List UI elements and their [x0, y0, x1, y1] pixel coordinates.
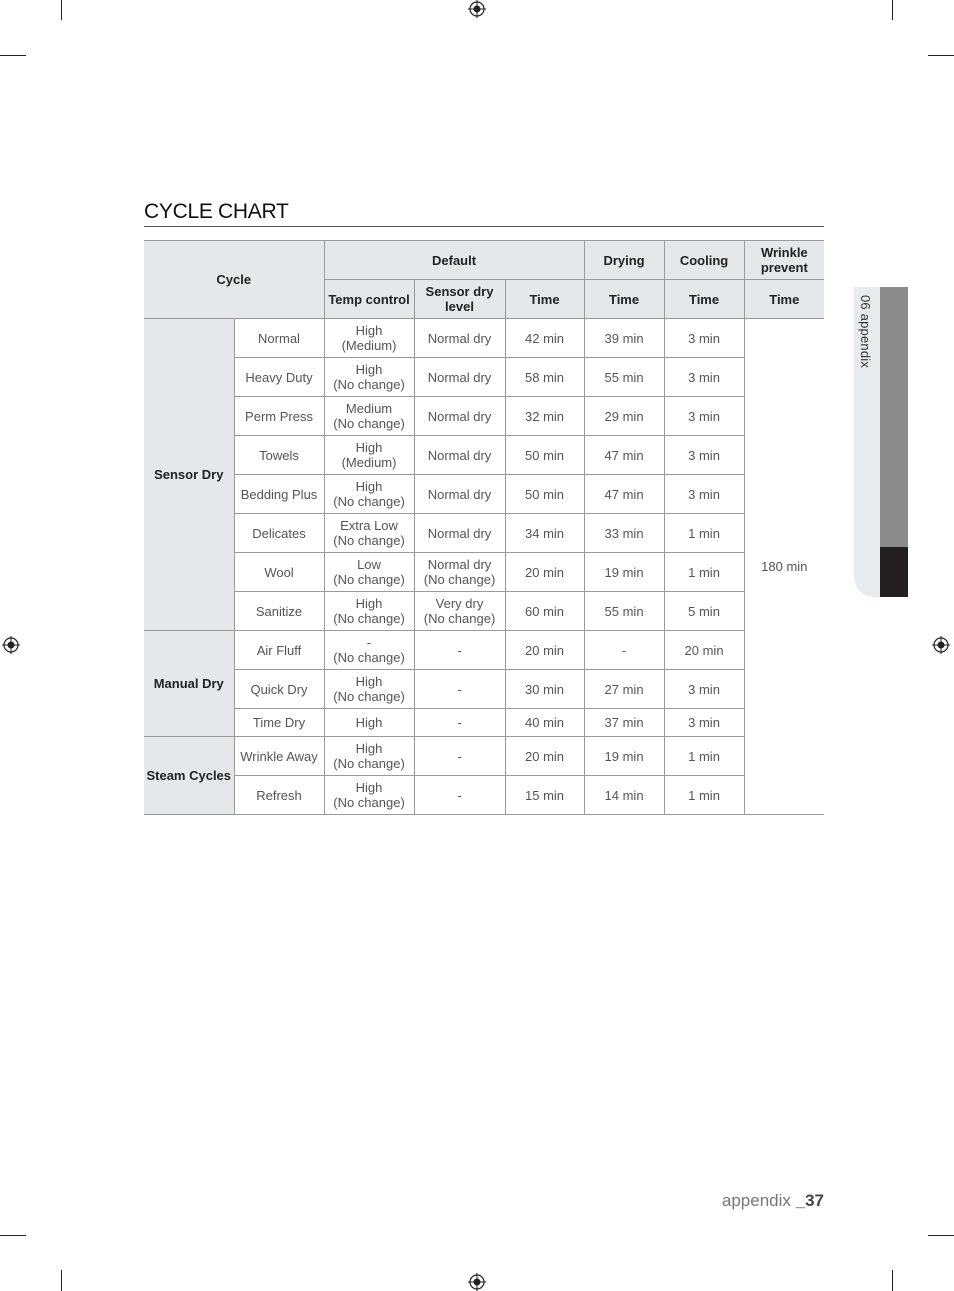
cell-wrinkle-prevent-time: 180 min: [744, 319, 824, 815]
cell-time: 58 min: [505, 358, 584, 397]
table-row: [144, 358, 824, 397]
cell-drying-time: 39 min: [584, 319, 664, 358]
cell-time: 40 min: [505, 709, 584, 737]
table-row: [144, 670, 824, 709]
cell-sensor-dry-level: -: [414, 631, 505, 670]
cell-temp-control: High (No change): [324, 592, 414, 631]
table-row: [144, 709, 824, 737]
cell-temp-control: - (No change): [324, 631, 414, 670]
cell-cycle: Normal: [234, 319, 324, 358]
cell-time: 20 min: [505, 737, 584, 776]
table-row: [144, 553, 824, 592]
cell-drying-time: 37 min: [584, 709, 664, 737]
cell-drying-time: 14 min: [584, 776, 664, 815]
section-tab-label: 06 appendix: [858, 295, 873, 369]
cell-temp-control: Low (No change): [324, 553, 414, 592]
cell-cycle: Wool: [234, 553, 324, 592]
table-row: [144, 737, 824, 776]
header-drying: Drying: [584, 241, 664, 280]
cell-temp-control: Extra Low (No change): [324, 514, 414, 553]
cell-cooling-time: 3 min: [664, 397, 744, 436]
header-time-default: Time: [505, 280, 584, 319]
header-cooling: Cooling: [664, 241, 744, 280]
cell-cycle: Time Dry: [234, 709, 324, 737]
header-default: Default: [324, 241, 584, 280]
section-tab: [854, 287, 908, 597]
page-footer: [722, 1191, 824, 1211]
crop-mark: [892, 1270, 893, 1291]
cell-cycle: Refresh: [234, 776, 324, 815]
cell-cooling-time: 3 min: [664, 319, 744, 358]
cell-sensor-dry-level: Normal dry: [414, 514, 505, 553]
header-time-cooling: Time: [664, 280, 744, 319]
cell-cycle: Bedding Plus: [234, 475, 324, 514]
cell-temp-control: Medium (No change): [324, 397, 414, 436]
cell-temp-control: High (No change): [324, 670, 414, 709]
cell-time: 42 min: [505, 319, 584, 358]
cell-temp-control: High (No change): [324, 737, 414, 776]
header-time-wrinkle: Time: [744, 280, 824, 319]
cell-time: 50 min: [505, 436, 584, 475]
cell-time: 34 min: [505, 514, 584, 553]
cell-temp-control: High (No change): [324, 475, 414, 514]
cell-sensor-dry-level: -: [414, 670, 505, 709]
crop-mark: [928, 55, 954, 56]
page-number: _37: [795, 1191, 824, 1210]
crop-mark: [928, 1235, 954, 1236]
cell-drying-time: 55 min: [584, 592, 664, 631]
table-row: [144, 436, 824, 475]
cell-drying-time: -: [584, 631, 664, 670]
cell-cycle: Sanitize: [234, 592, 324, 631]
table-row: [144, 397, 824, 436]
cell-drying-time: 55 min: [584, 358, 664, 397]
cell-time: 20 min: [505, 553, 584, 592]
cell-sensor-dry-level: Normal dry: [414, 319, 505, 358]
cell-cooling-time: 1 min: [664, 514, 744, 553]
cell-cooling-time: 3 min: [664, 436, 744, 475]
cell-sensor-dry-level: Very dry (No change): [414, 592, 505, 631]
group-manual-dry: Manual Dry: [144, 631, 234, 737]
cell-time: 20 min: [505, 631, 584, 670]
crop-mark: [61, 0, 62, 20]
cell-cycle: Heavy Duty: [234, 358, 324, 397]
cell-cooling-time: 1 min: [664, 553, 744, 592]
cell-drying-time: 47 min: [584, 475, 664, 514]
table-row: [144, 475, 824, 514]
cell-cooling-time: 3 min: [664, 475, 744, 514]
footer-section: appendix: [721, 1191, 791, 1210]
cell-sensor-dry-level: Normal dry: [414, 436, 505, 475]
cell-temp-control: High (Medium): [324, 319, 414, 358]
cell-cooling-time: 5 min: [664, 592, 744, 631]
header-temp-control: Temp control: [324, 280, 414, 319]
cell-time: 50 min: [505, 475, 584, 514]
crop-mark: [61, 1270, 62, 1291]
cell-cycle: Air Fluff: [234, 631, 324, 670]
cell-cycle: Wrinkle Away: [234, 737, 324, 776]
registration-mark-icon: [468, 0, 486, 18]
registration-mark-icon: [2, 636, 20, 654]
crop-mark: [892, 0, 893, 20]
cell-sensor-dry-level: Normal dry: [414, 397, 505, 436]
cell-cycle: Delicates: [234, 514, 324, 553]
section-tab-dark-bar: [880, 547, 908, 597]
cell-temp-control: High (No change): [324, 776, 414, 815]
cell-sensor-dry-level: -: [414, 776, 505, 815]
cell-sensor-dry-level: Normal dry: [414, 475, 505, 514]
cell-cooling-time: 3 min: [664, 670, 744, 709]
cell-time: 32 min: [505, 397, 584, 436]
table-row: [144, 631, 824, 670]
cell-sensor-dry-level: -: [414, 709, 505, 737]
cell-temp-control: High (No change): [324, 358, 414, 397]
table-row: [144, 592, 824, 631]
cell-cooling-time: 1 min: [664, 776, 744, 815]
cell-sensor-dry-level: -: [414, 737, 505, 776]
cell-drying-time: 19 min: [584, 737, 664, 776]
cell-drying-time: 27 min: [584, 670, 664, 709]
header-cycle: Cycle: [144, 241, 324, 319]
table-row: [144, 776, 824, 815]
cell-cooling-time: 3 min: [664, 709, 744, 737]
cell-temp-control: High: [324, 709, 414, 737]
cell-cycle: Quick Dry: [234, 670, 324, 709]
cell-drying-time: 33 min: [584, 514, 664, 553]
cell-sensor-dry-level: Normal dry (No change): [414, 553, 505, 592]
cell-cycle: Towels: [234, 436, 324, 475]
cell-time: 15 min: [505, 776, 584, 815]
cell-cooling-time: 20 min: [664, 631, 744, 670]
table-row: [144, 514, 824, 553]
cell-drying-time: 19 min: [584, 553, 664, 592]
cell-drying-time: 47 min: [584, 436, 664, 475]
crop-mark: [0, 1235, 26, 1236]
cycle-chart-table: [144, 240, 824, 815]
header-wrinkle-prevent: Wrinkle prevent: [744, 241, 824, 280]
group-steam-cycles: Steam Cycles: [144, 737, 234, 815]
section-tab-gray-bar: [880, 287, 908, 547]
group-sensor-dry: Sensor Dry: [144, 319, 234, 631]
header-time-drying: Time: [584, 280, 664, 319]
cell-temp-control: High (Medium): [324, 436, 414, 475]
cell-cooling-time: 3 min: [664, 358, 744, 397]
registration-mark-icon: [932, 636, 950, 654]
page-title: CYCLE CHART: [144, 200, 824, 227]
cell-sensor-dry-level: Normal dry: [414, 358, 505, 397]
registration-mark-icon: [468, 1273, 486, 1291]
cell-cooling-time: 1 min: [664, 737, 744, 776]
cell-time: 30 min: [505, 670, 584, 709]
cell-drying-time: 29 min: [584, 397, 664, 436]
cell-time: 60 min: [505, 592, 584, 631]
table-row: [144, 319, 824, 358]
cell-cycle: Perm Press: [234, 397, 324, 436]
header-sensor-dry-level: Sensor dry level: [414, 280, 505, 319]
crop-mark: [0, 55, 26, 56]
